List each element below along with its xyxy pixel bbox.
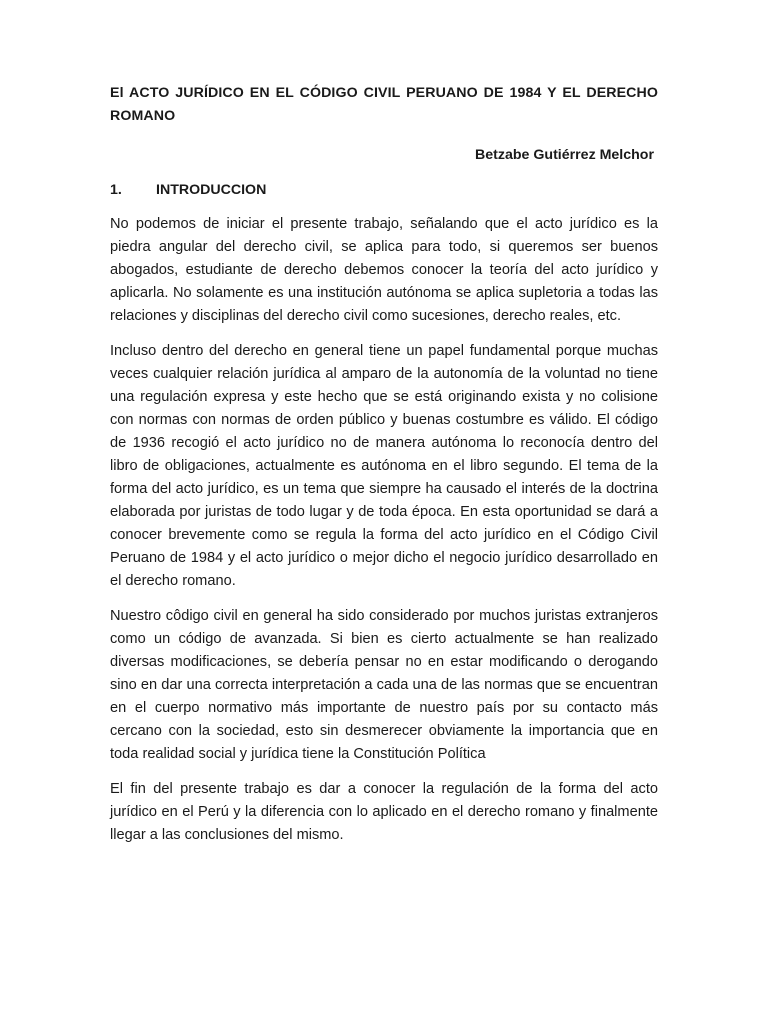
paragraph: Nuestro côdigo civil en general ha sido considerado por muchos juristas extranjeros como un código de avanzada. Si bien es cierto actualmente se han realizado diversas modificaciones, se debería pensar no en estar modificando o derogando sino en dar una correcta interpretación a cada una de las normas que se encuentran en el cuerpo normativo más importante de nuestro país por su contacto más cercano con la sociedad, esto sin desmerecer obviamente la importancia que en toda realidad social y jurídica tiene la Constitución Política xyxy=(110,608,658,762)
paragraph: Incluso dentro del derecho en general tiene un papel fundamental porque muchas veces cualquier relación jurídica al amparo de la autonomía de la voluntad no tiene una regulación expresa y este hecho que se está originando exista y no colisione con normas con normas de orden público y buenas costumbre es válido. El código de 1936 recogió el acto jurídico no de manera autónoma lo reconocía dentro del libro de obligaciones, actualmente es autónoma en el libro segundo. El tema de la forma del acto jurídico, es un tema que siempre ha causado el interés de la doctrina elaborada por juristas de todo lugar y de toda época. En esta oportunidad se dará a conocer brevemente como se regula la forma del acto jurídico en el Código Civil Peruano de 1984 y el acto jurídico o mejor dicho el negocio jurídico desarrollado en el derecho romano. xyxy=(110,343,658,589)
section-number: 1. xyxy=(110,182,122,198)
paragraph: El fin del presente trabajo es dar a conocer la regulación de la forma del acto jurídico en el Perú y la diferencia con lo aplicado en el derecho romano y finalmente llegar a las conclusiones del mismo. xyxy=(110,781,658,843)
section-title: INTRODUCCION xyxy=(156,182,267,198)
section-heading xyxy=(110,179,658,201)
paragraph: No podemos de iniciar el presente trabajo, señalando que el acto jurídico es la piedra angular del derecho civil, se aplica para todo, si queremos ser buenos abogados, estudiante de derecho debemos conocer la teoría del acto jurídico y aplicarla. No solamente es una institución autónoma se aplica supletoria a todas las relaciones y disciplinas del derecho civil como sucesiones, derecho reales, etc. xyxy=(110,216,658,324)
author-name: Betzabe Gutiérrez Melchor xyxy=(475,147,654,163)
document-title: El ACTO JURÍDICO EN EL CÓDIGO CIVIL PERUANO DE 1984 Y EL DERECHO ROMANO xyxy=(110,85,658,124)
document-body xyxy=(110,82,658,847)
